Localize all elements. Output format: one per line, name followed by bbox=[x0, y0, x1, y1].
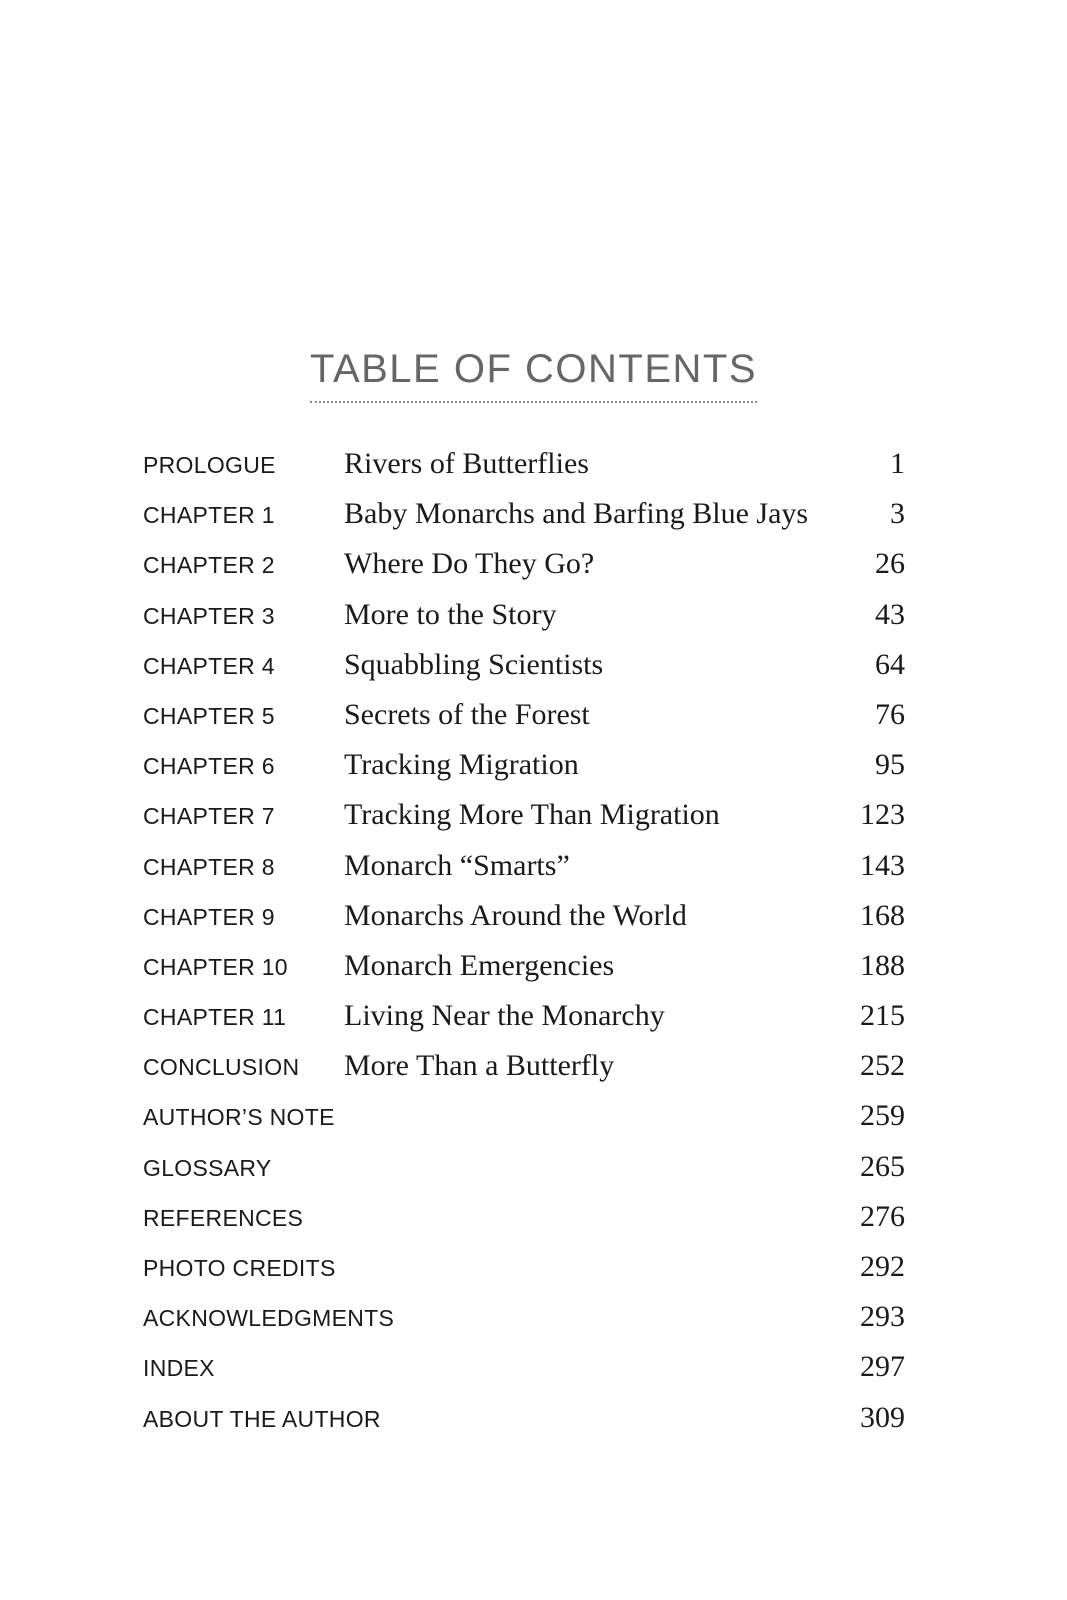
toc-entry-title: Where Do They Go? bbox=[344, 547, 595, 581]
toc-entry-page-number: 76 bbox=[875, 697, 905, 731]
toc-entry-label: PROLOGUE bbox=[143, 452, 276, 478]
toc-entry-label: CHAPTER 3 bbox=[143, 602, 275, 629]
toc-entry-label: CHAPTER 10 bbox=[143, 953, 288, 980]
toc-entry-page-number: 215 bbox=[860, 999, 905, 1033]
toc-entry-acknowledgments[interactable] bbox=[143, 1296, 905, 1346]
toc-entry-title: More Than a Butterfly bbox=[344, 1049, 615, 1083]
toc-entry-page-number: 95 bbox=[875, 748, 905, 782]
toc-entry-about-the-author[interactable] bbox=[143, 1397, 905, 1447]
toc-entry-page-number: 309 bbox=[860, 1400, 905, 1434]
toc-entry-page-number: 123 bbox=[860, 798, 905, 832]
toc-entry-label: REFERENCES bbox=[143, 1204, 304, 1231]
toc-entry-page-number: 188 bbox=[860, 948, 905, 982]
toc-entry-chapter-1[interactable] bbox=[143, 493, 905, 543]
toc-entry-title: Rivers of Butterflies bbox=[344, 447, 589, 480]
toc-entry-label: CHAPTER 5 bbox=[143, 702, 275, 729]
toc-entry-page-number: 168 bbox=[860, 898, 905, 932]
toc-entry-label: CHAPTER 1 bbox=[143, 502, 275, 529]
toc-entry-label: ACKNOWLEDGMENTS bbox=[143, 1305, 395, 1332]
toc-entry-label: ABOUT THE AUTHOR bbox=[143, 1405, 381, 1432]
toc-entry-page-number: 26 bbox=[875, 547, 905, 581]
toc-entry-page-number: 265 bbox=[860, 1149, 905, 1183]
toc-entry-title: Monarchs Around the World bbox=[344, 898, 687, 932]
toc-entry-photo-credits[interactable] bbox=[143, 1246, 905, 1296]
toc-entry-label: CHAPTER 8 bbox=[143, 853, 275, 880]
toc-entry-authors-note[interactable] bbox=[143, 1095, 905, 1145]
toc-entry-glossary[interactable] bbox=[143, 1146, 905, 1196]
toc-entry-title: Squabbling Scientists bbox=[344, 647, 604, 681]
toc-entry-page-number: 64 bbox=[875, 647, 905, 681]
toc-entry-chapter-4[interactable] bbox=[143, 644, 905, 694]
toc-entry-title: Living Near the Monarchy bbox=[344, 999, 665, 1033]
toc-entry-title: Baby Monarchs and Barfing Blue Jays bbox=[344, 497, 809, 531]
toc-entry-page-number: 259 bbox=[860, 1099, 905, 1133]
toc-entry-label: INDEX bbox=[143, 1355, 215, 1382]
toc-entry-label: CONCLUSION bbox=[143, 1054, 300, 1081]
toc-list bbox=[143, 443, 905, 1447]
toc-entry-title: Secrets of the Forest bbox=[344, 697, 590, 731]
toc-entry-chapter-2[interactable] bbox=[143, 543, 905, 593]
toc-entry-label: CHAPTER 4 bbox=[143, 652, 275, 679]
toc-entry-label: PHOTO CREDITS bbox=[143, 1255, 336, 1281]
toc-entry-chapter-7[interactable] bbox=[143, 794, 905, 844]
toc-entry-label: AUTHOR’S NOTE bbox=[143, 1104, 335, 1131]
toc-entry-label: GLOSSARY bbox=[143, 1154, 272, 1181]
toc-entry-page-number: 297 bbox=[860, 1350, 905, 1384]
toc-entry-chapter-11[interactable] bbox=[143, 995, 905, 1045]
toc-entry-prologue[interactable] bbox=[143, 443, 905, 493]
toc-entry-references[interactable] bbox=[143, 1196, 905, 1246]
toc-entry-label: CHAPTER 6 bbox=[143, 753, 275, 780]
toc-heading-container bbox=[0, 343, 1067, 403]
toc-entry-chapter-6[interactable] bbox=[143, 744, 905, 794]
toc-entry-title: Tracking Migration bbox=[344, 748, 579, 782]
toc-entry-page-number: 43 bbox=[875, 597, 905, 631]
toc-entry-label: CHAPTER 7 bbox=[143, 803, 275, 830]
toc-entry-page-number: 293 bbox=[860, 1300, 905, 1334]
toc-entry-title: Monarch Emergencies bbox=[344, 948, 615, 982]
toc-entry-page-number: 1 bbox=[890, 447, 905, 480]
toc-entry-page-number: 143 bbox=[860, 848, 905, 882]
toc-entry-label: CHAPTER 9 bbox=[143, 903, 275, 930]
toc-entry-index[interactable] bbox=[143, 1346, 905, 1396]
toc-entry-chapter-3[interactable] bbox=[143, 594, 905, 644]
page-title: TABLE OF CONTENTS bbox=[310, 343, 757, 403]
toc-entry-page-number: 292 bbox=[860, 1250, 905, 1283]
toc-entry-page-number: 3 bbox=[890, 497, 905, 531]
toc-entry-page-number: 276 bbox=[860, 1199, 905, 1233]
toc-entry-chapter-8[interactable] bbox=[143, 845, 905, 895]
toc-entry-title: Monarch “Smarts” bbox=[344, 848, 570, 882]
toc-entry-chapter-10[interactable] bbox=[143, 945, 905, 995]
toc-entry-title: More to the Story bbox=[344, 597, 557, 631]
toc-entry-chapter-9[interactable] bbox=[143, 895, 905, 945]
toc-entry-label: CHAPTER 2 bbox=[143, 552, 275, 579]
toc-entry-conclusion[interactable] bbox=[143, 1045, 905, 1095]
toc-entry-title: Tracking More Than Migration bbox=[344, 798, 720, 832]
toc-entry-page-number: 252 bbox=[860, 1049, 905, 1083]
toc-entry-chapter-5[interactable] bbox=[143, 694, 905, 744]
toc-entry-label: CHAPTER 11 bbox=[143, 1004, 287, 1031]
